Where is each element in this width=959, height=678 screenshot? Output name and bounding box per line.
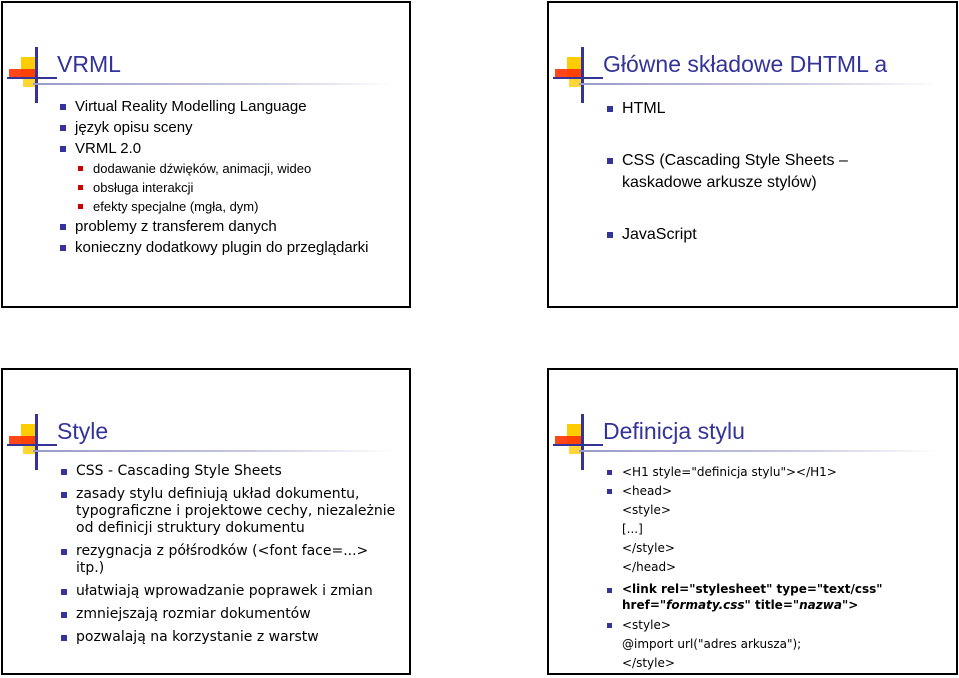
slide-style — [1, 368, 411, 675]
link-title-value: nazwa — [799, 598, 842, 612]
list-item: Virtual Reality Modelling Language — [57, 96, 369, 117]
code-line: [...] — [622, 522, 643, 536]
code-line: <style> — [604, 616, 944, 635]
list-item: pozwalają na korzystanie z warstw — [58, 629, 403, 646]
slide-title: Style — [57, 418, 109, 444]
title-underline — [33, 450, 393, 452]
code-line: </style> — [622, 541, 675, 555]
list-item: CSS (Cascading Style Sheets – kaskadowe arkusze stylów) — [604, 150, 872, 194]
code-line-link — [604, 581, 944, 613]
sub-list-item: efekty specjalne (mgła, dym) — [57, 197, 369, 216]
list-item: problemy z transferem danych — [57, 216, 369, 237]
list-item: konieczny dodatkowy plugin do przeglądarki — [57, 237, 369, 258]
slide-logo-icon — [7, 414, 57, 470]
list-item: CSS - Cascading Style Sheets — [58, 463, 403, 480]
slide-title: Główne składowe DHTML a — [603, 51, 888, 77]
slide-logo-icon — [553, 47, 603, 103]
code-line: <style> — [622, 503, 671, 517]
list-item: VRML 2.0 — [57, 138, 369, 159]
slide-logo-icon — [7, 47, 57, 103]
title-underline — [33, 83, 393, 85]
link-tag-part: "> — [841, 598, 859, 612]
title-underline — [579, 83, 939, 85]
list-item: zasady stylu definiują układ dokumentu, typograficzne i projektowe cechy, niezależnie od definicji struktury dokumentu — [58, 486, 403, 537]
slide-title: VRML — [57, 51, 121, 77]
link-tag-part: href=" — [622, 598, 667, 612]
list-item: JavaScript — [604, 224, 904, 246]
list-item: język opisu sceny — [57, 117, 369, 138]
bullet-list — [604, 463, 944, 673]
code-line: <head> — [604, 482, 944, 501]
slide-dhtml — [547, 1, 958, 308]
slide-style-definition — [547, 368, 958, 675]
list-item: HTML — [604, 98, 904, 120]
code-line: </style> — [622, 656, 675, 670]
code-line: <H1 style="definicja stylu"></H1> — [604, 463, 944, 482]
link-tag-part: <link rel="stylesheet" type="text/css" — [622, 582, 883, 596]
title-underline — [579, 450, 939, 452]
bullet-list — [57, 96, 369, 258]
sub-list-item: obsługa interakcji — [57, 178, 369, 197]
slide-logo-icon — [553, 414, 603, 470]
link-href-value: formaty.css — [666, 598, 745, 612]
bullet-list — [604, 98, 904, 246]
list-item: rezygnacja z półśrodków (<font face=...> itp.) — [58, 543, 376, 577]
code-line: </head> — [622, 560, 677, 574]
link-tag-part: " title=" — [744, 598, 800, 612]
slide-vrml — [1, 1, 411, 308]
sub-list-item: dodawanie dźwięków, animacji, wideo — [57, 159, 369, 178]
list-item: ułatwiają wprowadzanie poprawek i zmian — [58, 583, 403, 600]
slide-title: Definicja stylu — [603, 418, 745, 444]
list-item: zmniejszają rozmiar dokumentów — [58, 606, 403, 623]
bullet-list — [58, 463, 403, 652]
code-line: @import url("adres arkusza"); — [622, 637, 802, 651]
